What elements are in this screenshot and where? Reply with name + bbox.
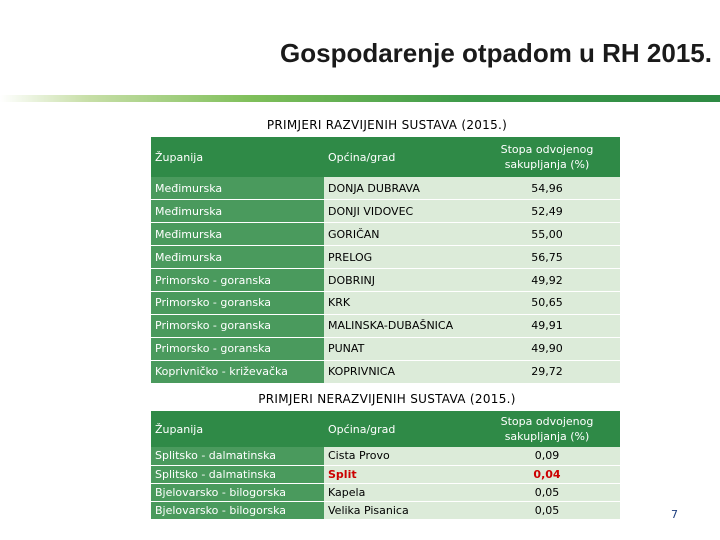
municipality-cell: Velika Pisanica [324, 501, 474, 519]
header-municipality: Općina/grad [328, 150, 396, 164]
rate-cell: 49,90 [474, 337, 620, 360]
county-cell: Međimurska [151, 246, 324, 269]
county-cell: Primorsko - goranska [151, 269, 324, 292]
county-cell: Bjelovarsko - bilogorska [151, 501, 324, 519]
rate-cell: 54,96 [474, 177, 620, 200]
municipality-cell: PUNAT [324, 337, 474, 360]
table-row [151, 360, 620, 383]
table-row [151, 314, 620, 337]
section-title-undeveloped: PRIMJERI NERAZVIJENIH SUSTAVA (2015.) [258, 392, 516, 406]
county-cell: Međimurska [151, 223, 324, 246]
municipality-cell: GORIČAN [324, 223, 474, 246]
table-header-row [151, 411, 620, 447]
table-row [151, 501, 620, 519]
municipality-cell: KRK [324, 291, 474, 314]
page-title: Gospodarenje otpadom u RH 2015. [280, 38, 712, 68]
rate-cell: 0,09 [474, 447, 620, 465]
municipality-cell: Split [324, 465, 474, 483]
rate-cell: 49,92 [474, 269, 620, 292]
county-cell: Splitsko - dalmatinska [151, 447, 324, 465]
undeveloped-table [151, 411, 620, 520]
table-row [151, 337, 620, 360]
county-cell: Bjelovarsko - bilogorska [151, 483, 324, 501]
table-row [151, 465, 620, 483]
table-row [151, 269, 620, 292]
header-county: Županija [155, 422, 204, 436]
rate-cell: 52,49 [474, 200, 620, 223]
rate-cell: 49,91 [474, 314, 620, 337]
header-county: Županija [155, 150, 204, 164]
table-row [151, 483, 620, 501]
table-header-row [151, 137, 620, 177]
municipality-cell: PRELOG [324, 246, 474, 269]
rate-cell: 50,65 [474, 291, 620, 314]
county-cell: Međimurska [151, 200, 324, 223]
table-row [151, 246, 620, 269]
municipality-cell: MALINSKA-DUBAŠNICA [324, 314, 474, 337]
section-title-developed: PRIMJERI RAZVIJENIH SUSTAVA (2015.) [266, 118, 508, 132]
municipality-cell: DONJI VIDOVEC [324, 200, 474, 223]
rate-cell: 55,00 [474, 223, 620, 246]
rate-cell: 29,72 [474, 360, 620, 383]
county-cell: Koprivničko - križevačka [151, 360, 324, 383]
table-row [151, 223, 620, 246]
municipality-cell: DOBRINJ [324, 269, 474, 292]
header-rate: Stopa odvojenog sakupljanja (%) [500, 143, 594, 171]
developed-table [151, 137, 620, 384]
municipality-cell: KOPRIVNICA [324, 360, 474, 383]
county-cell: Primorsko - goranska [151, 291, 324, 314]
municipality-cell: DONJA DUBRAVA [324, 177, 474, 200]
rate-cell: 56,75 [474, 246, 620, 269]
rate-cell: 0,05 [474, 501, 620, 519]
table-row [151, 177, 620, 200]
header-rate: Stopa odvojenog sakupljanja (%) [500, 415, 594, 443]
county-cell: Primorsko - goranska [151, 337, 324, 360]
accent-bar [0, 95, 720, 102]
table-row [151, 447, 620, 465]
county-cell: Primorsko - goranska [151, 314, 324, 337]
table-row [151, 200, 620, 223]
page-number: 7 [671, 508, 678, 521]
rate-cell: 0,04 [474, 465, 620, 483]
municipality-cell: Cista Provo [324, 447, 474, 465]
rate-cell: 0,05 [474, 483, 620, 501]
table-row [151, 291, 620, 314]
county-cell: Međimurska [151, 177, 324, 200]
header-municipality: Općina/grad [328, 422, 396, 436]
municipality-cell: Kapela [324, 483, 474, 501]
county-cell: Splitsko - dalmatinska [151, 465, 324, 483]
